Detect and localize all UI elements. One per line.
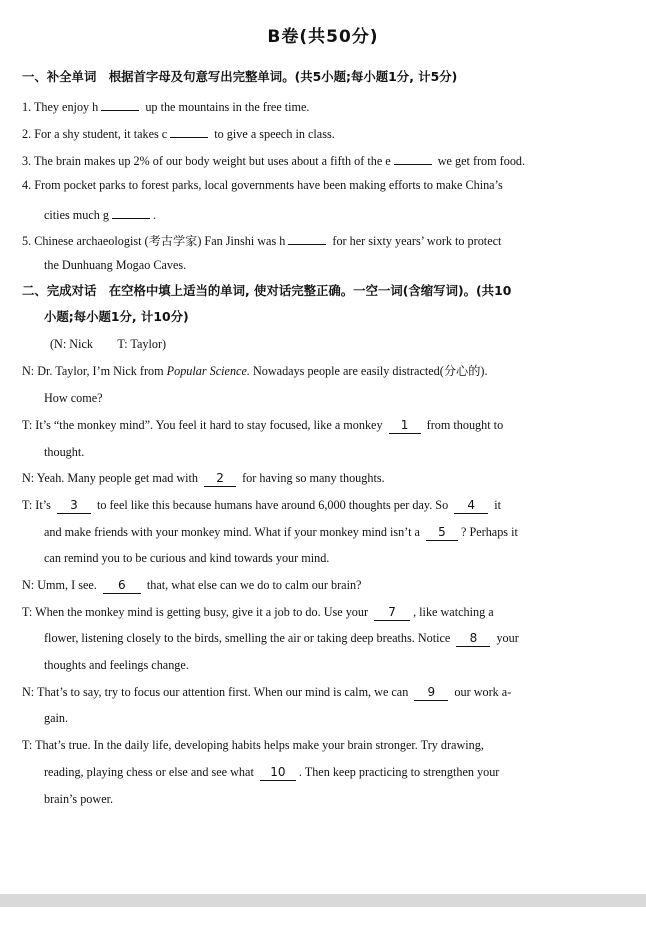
question-number: 2. <box>22 127 32 141</box>
dialogue-line-cont: can remind you to be curious and kind towards your mind. <box>44 551 330 565</box>
answer-blank-6[interactable]: 6 <box>103 578 141 594</box>
dialogue-line-cont <box>44 629 519 647</box>
dialogue-text: your <box>496 631 519 645</box>
dialogue-line-cont: How come? <box>44 391 103 405</box>
answer-blank[interactable] <box>288 229 326 245</box>
answer-blank[interactable] <box>101 95 139 111</box>
question-number: 5. <box>22 234 32 248</box>
dialogue-line-cont: thoughts and feelings change. <box>44 658 189 672</box>
dialogue-text: It’s <box>35 498 51 512</box>
answer-blank[interactable] <box>170 122 208 138</box>
dialogue-line <box>22 362 488 380</box>
question-text: For a shy student, it takes c <box>34 127 168 141</box>
answer-blank-4[interactable]: 4 <box>454 498 488 514</box>
dialogue-text: flower, listening closely to the birds, smelling the air or taking deep breaths. Notice <box>44 631 451 645</box>
dialogue-text: That’s true. In the daily life, developing habits helps make your brain stronger. Try drawing, <box>35 738 484 752</box>
speaker-label: N: <box>22 471 35 485</box>
dialogue-text: . Then keep practicing to strengthen your <box>298 765 500 779</box>
question-text: we get from food. <box>437 154 526 168</box>
dialogue-text: from thought to <box>426 418 504 432</box>
section2-heading: 二、完成对话 在空格中填上适当的单词, 使对话完整正确。一空一词(含缩写词)。(共10 <box>22 283 512 298</box>
dialogue-text: reading, playing chess or else and see what <box>44 765 254 779</box>
answer-blank-3[interactable]: 3 <box>57 498 91 514</box>
dialogue-text: and make friends with your monkey mind. What if your monkey mind isn’t a <box>44 525 420 539</box>
answer-blank[interactable] <box>112 203 150 219</box>
question-number: 3. <box>22 154 32 168</box>
answer-blank[interactable] <box>394 149 432 165</box>
question-2 <box>22 122 335 143</box>
dialogue-text: It’s “the monkey mind”. You feel it hard to stay focused, like a monkey <box>35 418 383 432</box>
dialogue-text: Umm, I see. <box>37 578 97 592</box>
dialogue-line <box>22 576 361 594</box>
question-number: 1. <box>22 100 32 114</box>
answer-blank-2[interactable]: 2 <box>204 471 236 487</box>
dialogue-text: our work a- <box>454 685 512 699</box>
dialogue-line-cont: brain’s power. <box>44 792 114 806</box>
speaker-label: T: <box>22 418 33 432</box>
question-5-cont: the Dunhuang Mogao Caves. <box>44 258 187 272</box>
speaker-label: N: <box>22 364 35 378</box>
speaker-label: T: <box>22 738 33 752</box>
dialogue-line <box>22 736 484 754</box>
dialogue-line <box>22 603 494 621</box>
dialogue-line-cont: thought. <box>44 445 85 459</box>
dialogue-text: it <box>494 498 502 512</box>
question-text: From pocket parks to forest parks, local governments have been making efforts to make China’s <box>34 178 503 192</box>
speaker-legend: (N: Nick T: Taylor) <box>50 337 167 351</box>
question-text: They enjoy h <box>33 100 99 114</box>
question-3 <box>22 149 525 170</box>
question-4-cont <box>44 203 156 224</box>
question-text: for her sixty years’ work to protect <box>332 234 502 248</box>
question-number: 4. <box>22 178 32 192</box>
dialogue-line <box>22 496 501 514</box>
magazine-title: Popular Science. <box>166 364 250 378</box>
dialogue-text: ? Perhaps it <box>461 525 518 539</box>
section1-heading: 一、补全单词 根据首字母及句意写出完整单词。(共5小题;每小题1分, 计5分) <box>22 69 458 84</box>
dialogue-text: , like watching a <box>413 605 494 619</box>
dialogue-text: Dr. Taylor, I’m Nick from <box>37 364 164 378</box>
answer-blank-1[interactable]: 1 <box>389 418 421 434</box>
answer-blank-10[interactable]: 10 <box>260 765 296 781</box>
dialogue-text: Nowadays people are easily distracted(分心的). <box>252 364 488 378</box>
dialogue-text: to feel like this because humans have around 6,000 thoughts per day. So <box>96 498 449 512</box>
answer-blank-7[interactable]: 7 <box>374 605 410 621</box>
speaker-label: T: <box>22 498 33 512</box>
question-text: up the mountains in the free time. <box>145 100 310 114</box>
dialogue-line-cont <box>44 763 499 781</box>
answer-blank-9[interactable]: 9 <box>414 685 448 701</box>
answer-blank-5[interactable]: 5 <box>426 525 458 541</box>
section2-heading-cont: 小题;每小题1分, 计10分) <box>44 309 189 324</box>
answer-blank-8[interactable]: 8 <box>456 631 490 647</box>
question-text: Chinese archaeologist (考古学家) Fan Jinshi was h <box>34 234 286 248</box>
footer-divider <box>0 894 646 907</box>
speaker-label: N: <box>22 685 35 699</box>
question-4 <box>22 176 503 194</box>
question-text: to give a speech in class. <box>214 127 335 141</box>
page-title: B卷(共50分) <box>267 27 379 47</box>
dialogue-text: for having so many thoughts. <box>242 471 385 485</box>
dialogue-line-cont: gain. <box>44 711 69 725</box>
question-text: The brain makes up 2% of our body weight but uses about a fifth of the e <box>33 154 391 168</box>
dialogue-text: that, what else can we do to calm our brain? <box>146 578 362 592</box>
speaker-label: N: <box>22 578 35 592</box>
dialogue-text: Yeah. Many people get mad with <box>36 471 199 485</box>
dialogue-text: When the monkey mind is getting busy, give it a job to do. Use your <box>35 605 369 619</box>
dialogue-line <box>22 469 385 487</box>
question-1 <box>22 95 309 116</box>
question-5 <box>22 229 501 250</box>
dialogue-line <box>22 416 503 434</box>
question-text: cities much g <box>44 208 109 222</box>
dialogue-line-cont <box>44 523 518 541</box>
speaker-label: T: <box>22 605 33 619</box>
dialogue-line <box>22 683 511 701</box>
dialogue-text: That’s to say, try to focus our attention first. When our mind is calm, we can <box>37 685 409 699</box>
question-text: . <box>152 208 157 222</box>
